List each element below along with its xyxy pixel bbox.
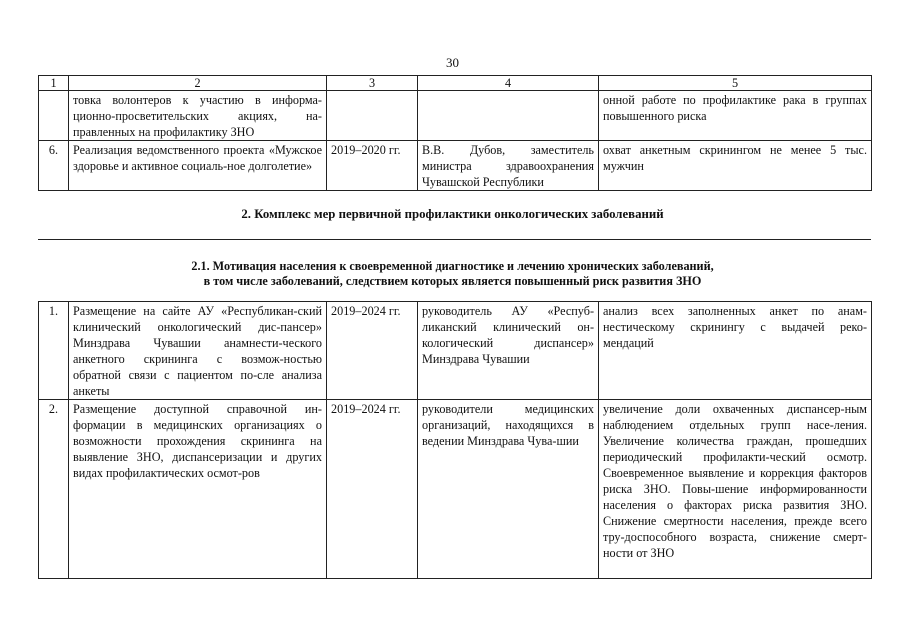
column-number-4: 4 <box>418 76 599 91</box>
column-number-3: 3 <box>327 76 418 91</box>
column-number-5: 5 <box>599 76 872 91</box>
table-row <box>39 91 872 141</box>
period: 2019–2024 гг. <box>327 302 418 400</box>
column-number-2: 2 <box>69 76 327 91</box>
responsible <box>418 91 599 141</box>
row-number: 6. <box>39 141 69 191</box>
row-number: 1. <box>39 302 69 400</box>
measure-text: Размещение на сайте АУ «Республикан-ский клинический онкологический дис-пансер» Минздрава Чувашии анамнести-ческого анкетного скрининга с возмож-ностью обратной связи с пациентом по-сле анализа анкеты <box>69 302 327 400</box>
expected-result: увеличение доли охваченных диспансер-ным наблюдением отдельных групп насе-ления. Увеличение количества граждан, прошедших периодический профилакти-ческий осмотр. Своевременное выявление и коррекция факторов риска ЗНО. Повы-шение информированности населения о факторах риска развития ЗНО. Снижение смертности населения, прежде всего тру-доспособного возраста, снижение смерт-ности от ЗНО <box>599 400 872 579</box>
period: 2019–2024 гг. <box>327 400 418 579</box>
table-row <box>39 302 872 400</box>
subsection-title-line-2: в том числе заболеваний, следствием которых является повышенный риск развития ЗНО <box>203 274 702 288</box>
bottom-table <box>38 301 872 579</box>
subsection-title <box>0 259 905 289</box>
row-number <box>39 91 69 141</box>
expected-result: охват анкетным скринингом не менее 5 тыс. мужчин <box>599 141 872 191</box>
period: 2019–2020 гг. <box>327 141 418 191</box>
expected-result: онной работе по профилактике рака в группах повышенного риска <box>599 91 872 141</box>
measure-text: товка волонтеров к участию в информа-ционно-просветительских акциях, на-правленных на профилактику ЗНО <box>69 91 327 141</box>
top-table <box>38 75 872 191</box>
table-row <box>39 141 872 191</box>
section-title: 2. Комплекс мер первичной профилактики онкологических заболеваний <box>241 207 664 221</box>
row-number: 2. <box>39 400 69 579</box>
table-row <box>39 400 872 579</box>
section-divider <box>38 239 871 240</box>
column-number-header-row <box>39 76 872 91</box>
responsible: В.В. Дубов, заместитель министра здравоохранения Чувашской Республики <box>418 141 599 191</box>
page-number: 30 <box>446 55 459 70</box>
measure-text: Реализация ведомственного проекта «Мужское здоровье и активное социаль-ное долголетие» <box>69 141 327 191</box>
expected-result: анализ всех заполненных анкет по анам-нестическому скринингу с выдачей реко-мендаций <box>599 302 872 400</box>
measure-text: Размещение доступной справочной ин-формации в медицинских организациях о возможности прохождения скрининга на выявление ЗНО, диспансеризации и других видах профилактических осмот-ров <box>69 400 327 579</box>
responsible: руководитель АУ «Респуб-ликанский клинический он-кологический диспансер» Минздрава Чувашии <box>418 302 599 400</box>
column-number-1: 1 <box>39 76 69 91</box>
subsection-title-line-1: 2.1. Мотивация населения к своевременной диагностике и лечению хронических заболеваний, <box>191 259 714 273</box>
responsible: руководители медицинских организаций, находящихся в ведении Минздрава Чува-шии <box>418 400 599 579</box>
period <box>327 91 418 141</box>
